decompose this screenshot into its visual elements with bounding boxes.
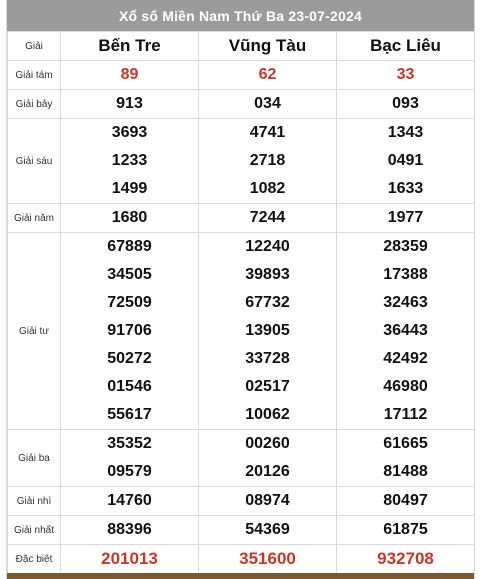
results-table [7,31,475,574]
prize-cell [337,516,475,545]
prize-cell [199,487,337,516]
prize-row [8,204,475,233]
winning-number: 33 [396,66,415,83]
winning-number: 1633 [387,180,424,197]
winning-number: 201013 [101,549,158,568]
prize-cell [337,545,475,574]
winning-number: 62 [258,66,277,83]
prize-cell [337,487,475,516]
winning-number: 14760 [107,492,152,509]
prize-name: Giải nhất [8,516,61,545]
winning-number: 81488 [383,463,428,480]
lottery-result-card [6,0,475,579]
winning-number: 33728 [245,350,290,367]
winning-number: 54369 [245,521,290,538]
winning-number: 4741 [249,124,286,141]
winning-number: 02517 [245,378,290,395]
winning-number: 67889 [107,238,152,255]
winning-number: 1233 [111,152,148,169]
prize-cell [199,204,337,233]
prize-cell [337,119,475,204]
winning-number: 12240 [245,238,290,255]
winning-number: 32463 [383,294,428,311]
prize-name: Giải tư [8,233,61,430]
winning-number: 61875 [383,521,428,538]
winning-number: 2718 [249,152,286,169]
results-title: Xổ số Miền Nam Thứ Ba 23-07-2024 [7,0,474,31]
winning-number: 17388 [383,266,428,283]
winning-number: 034 [254,95,281,112]
prize-cell [61,204,199,233]
prize-cell [337,233,475,430]
prize-cell [61,487,199,516]
winning-number: 35352 [107,435,152,452]
province-bac-lieu[interactable]: Bạc Liêu [337,32,475,61]
prize-row [8,233,475,430]
winning-number: 09579 [107,463,152,480]
prize-row [8,430,475,487]
prize-name: Giải ba [8,430,61,487]
prize-cell [337,61,475,90]
winning-number: 55617 [107,406,152,423]
winning-number: 913 [116,95,143,112]
prize-row [8,61,475,90]
winning-number: 13905 [245,322,290,339]
winning-number: 50272 [107,350,152,367]
prize-cell [199,61,337,90]
winning-number: 89 [120,66,139,83]
winning-number: 20126 [245,463,290,480]
prize-cell [199,545,337,574]
prize-cell [61,61,199,90]
winning-number: 88396 [107,521,152,538]
winning-number: 28359 [383,238,428,255]
winning-number: 46980 [383,378,428,395]
winning-number: 351600 [239,549,296,568]
prize-cell [61,516,199,545]
prize-cell [199,516,337,545]
province-ben-tre[interactable]: Bến Tre [61,32,199,61]
prize-column-header: Giải [8,32,61,61]
winning-number: 61665 [383,435,428,452]
prize-row [8,119,475,204]
prize-cell [61,90,199,119]
prize-cell [337,430,475,487]
prize-cell [61,119,199,204]
winning-number: 093 [392,95,419,112]
winning-number: 1343 [387,124,424,141]
winning-number: 1499 [111,180,148,197]
winning-number: 17112 [383,406,428,423]
province-header-row [8,32,475,61]
winning-number: 3693 [111,124,148,141]
winning-number: 72509 [107,294,152,311]
winning-number: 932708 [377,549,434,568]
prize-cell [199,233,337,430]
winning-number: 00260 [245,435,290,452]
winning-number: 08974 [245,492,290,509]
winning-number: 0491 [387,152,424,169]
winning-number: 36443 [383,322,428,339]
prize-cell [61,233,199,430]
prize-cell [61,430,199,487]
prize-cell [61,545,199,574]
winning-number: 1680 [111,209,148,226]
prize-row [8,487,475,516]
winning-number: 67732 [245,294,290,311]
prize-row [8,516,475,545]
winning-number: 7244 [249,209,286,226]
winning-number: 01546 [107,378,152,395]
prize-name: Giải năm [8,204,61,233]
winning-number: 42492 [383,350,428,367]
prize-row [8,545,475,574]
winning-number: 80497 [383,492,428,509]
winning-number: 39893 [245,266,290,283]
winning-number: 1977 [387,209,424,226]
prize-cell [337,90,475,119]
winning-number: 34505 [107,266,152,283]
prize-name: Giải sáu [8,119,61,204]
winning-number: 1082 [249,180,286,197]
prize-name: Đặc biệt [8,545,61,574]
prize-name: Giải tám [8,61,61,90]
prize-cell [199,119,337,204]
prize-cell [199,90,337,119]
prize-name: Giải nhì [8,487,61,516]
bottom-bar [7,573,474,579]
prize-row [8,90,475,119]
winning-number: 91706 [107,322,152,339]
prize-name: Giải bảy [8,90,61,119]
prize-cell [199,430,337,487]
winning-number: 10062 [245,406,290,423]
province-vung-tau[interactable]: Vũng Tàu [199,32,337,61]
prize-cell [337,204,475,233]
